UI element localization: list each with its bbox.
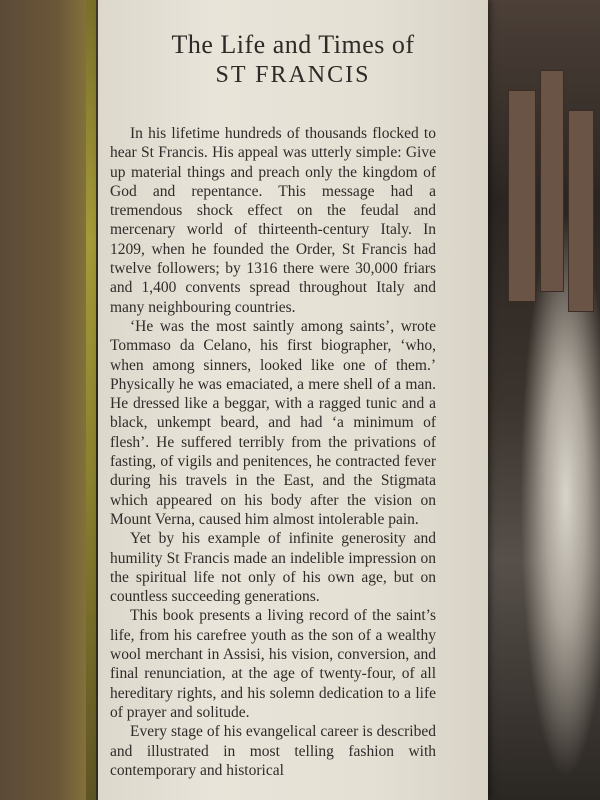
book-jacket-flap: [98, 0, 488, 800]
yellow-edge: [86, 0, 96, 800]
paragraph: This book presents a living record of the saint’s life, from his carefree youth as the son of a wealthy wool merchant in Assisi, his vision, conversion, and final renunciation, at the age of twenty-four, of all hereditary rights, and his solemn dedication to a life of prayer and solitude.: [110, 607, 436, 721]
paragraph: ‘He was the most saintly among saints’, wrote Tommaso da Celano, his first biographer, ‘who, when among sinners, looked like one of them.’ Physically he was emaciated, a mere shell of a man. He dressed like a beggar, with a ragged tunic and a black, unkempt beard, and had ‘a minimum of flesh’. He suffered terribly from the privations of fasting, of vigils and penitences, he contracted fever during his travels in the East, and the Stigmata which appeared on his body after the vision on Mount Verna, caused him almost intolerable pain.: [110, 317, 436, 528]
paragraph: Every stage of his evangelical career is described and illustrated in most telling fashion with contemporary and historical: [110, 723, 436, 779]
paragraph: Yet by his example of infinite generosity and humility St Francis made an indelible impression on the spiritual life not only of his own age, but on countless succeeding generations.: [110, 530, 436, 606]
book-shape: [540, 70, 564, 292]
book-shape: [568, 110, 594, 312]
background-photo: [486, 0, 600, 800]
book-shape: [508, 90, 536, 302]
blurb-text: [110, 124, 436, 780]
title-line-1: The Life and Times of: [171, 30, 415, 59]
left-book-spine: [0, 0, 96, 800]
paragraph: In his lifetime hundreds of thousands flocked to hear St Francis. His appeal was utterly simple: Give up material things and preach only the kingdom of God and repentance. This message had a tremendous shock effect on the feudal and mercenary world of thirteenth-century Italy. In 1209, when he founded the Order, St Francis had twelve followers; by 1316 there were 30,000 friars and 1,400 convents spread throughout Italy and many neighbouring countries.: [110, 125, 436, 316]
title-line-2: ST FRANCIS: [215, 62, 371, 88]
